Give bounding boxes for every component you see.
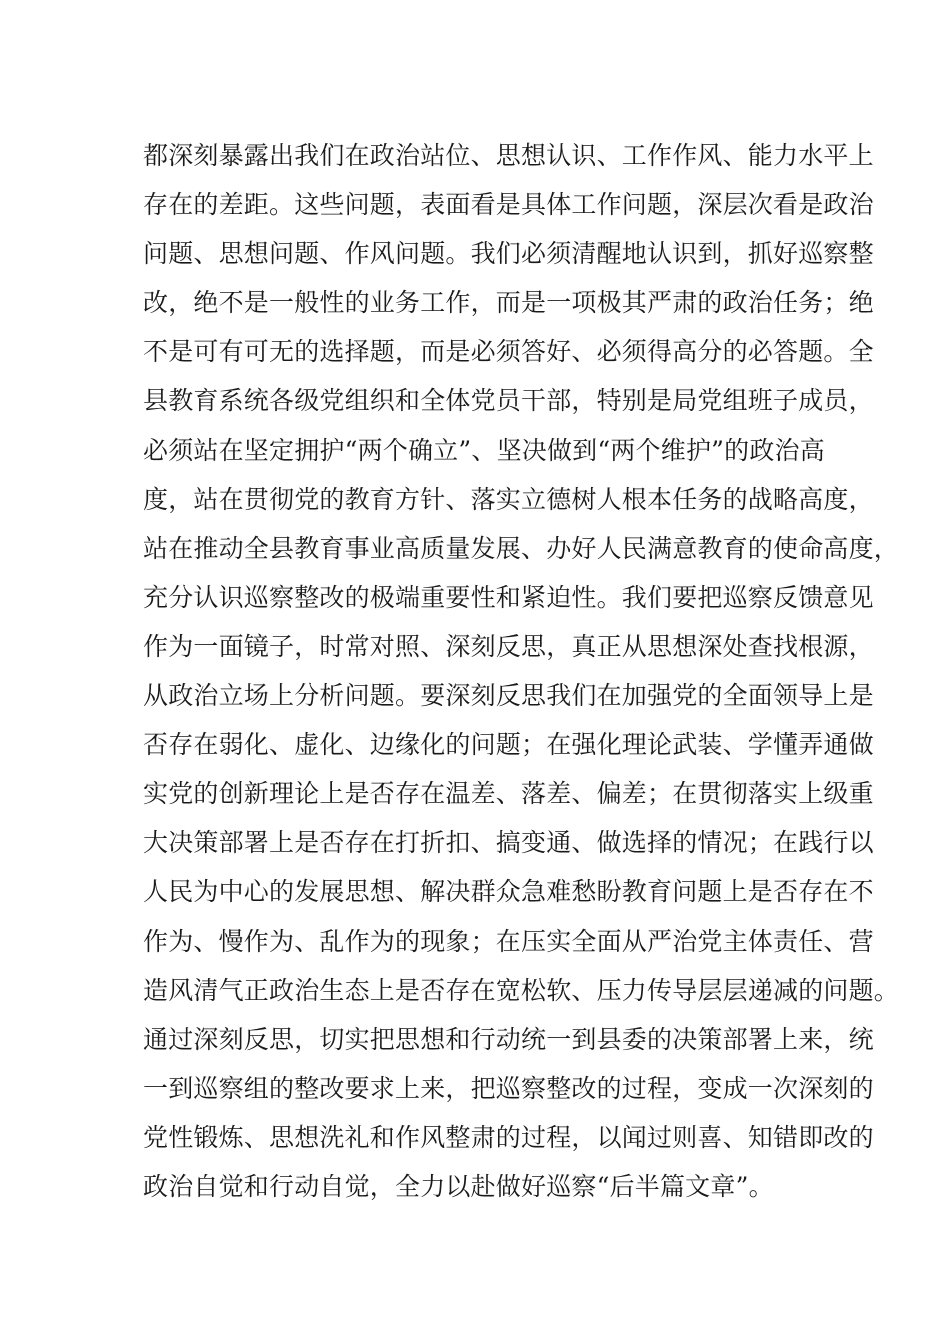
text-line-8: 度，站在贯彻党的教育方针、落实立德树人根本任务的战略高度， xyxy=(143,484,874,514)
text-line-5: 不是可有可无的选择题，而是必须答好、必须得高分的必答题。全 xyxy=(143,337,874,367)
text-line-3: 问题、思想问题、作风问题。我们必须清醒地认识到，抓好巡察整 xyxy=(143,239,874,269)
text-line-15: 大决策部署上是否存在打折扣、搞变通、做选择的情况；在践行以 xyxy=(143,828,874,858)
text-line-10: 充分认识巡察整改的极端重要性和紧迫性。我们要把巡察反馈意见 xyxy=(143,582,874,612)
text-line-13: 否存在弱化、虚化、边缘化的问题；在强化理论武装、学懂弄通做 xyxy=(143,730,874,760)
body-paragraph xyxy=(143,131,900,1211)
text-line-6: 县教育系统各级党组织和全体党员干部，特别是局党组班子成员， xyxy=(143,386,874,416)
text-line-1: 都深刻暴露出我们在政治站位、思想认识、工作作风、能力水平上 xyxy=(143,141,874,170)
text-line-21: 党性锻炼、思想洗礼和作风整肃的过程，以闻过则喜、知错即改的 xyxy=(143,1122,874,1152)
text-line-2: 存在的差距。这些问题，表面看是具体工作问题，深层次看是政治 xyxy=(143,190,874,220)
text-line-18: 造风清气正政治生态上是否存在宽松软、压力传导层层递减的问题。 xyxy=(143,975,900,1005)
text-line-7: 必须站在坚定拥护“两个确立”、坚决做到“两个维护”的政治高 xyxy=(143,435,825,465)
text-line-22: 政治自觉和行动自觉，全力以赴做好巡察“后半篇文章”。 xyxy=(143,1171,774,1201)
text-line-4: 改，绝不是一般性的业务工作，而是一项极其严肃的政治任务；绝 xyxy=(143,288,874,318)
text-line-14: 实党的创新理论上是否存在温差、落差、偏差；在贯彻落实上级重 xyxy=(143,779,874,809)
text-line-16: 人民为中心的发展思想、解决群众急难愁盼教育问题上是否存在不 xyxy=(143,877,874,907)
text-line-9: 站在推动全县教育事业高质量发展、办好人民满意教育的使命高度， xyxy=(143,533,900,563)
text-line-19: 通过深刻反思，切实把思想和行动统一到县委的决策部署上来，统 xyxy=(143,1024,874,1054)
text-line-17: 作为、慢作为、乱作为的现象；在压实全面从严治党主体责任、营 xyxy=(143,926,874,956)
text-line-20: 一到巡察组的整改要求上来，把巡察整改的过程，变成一次深刻的 xyxy=(143,1073,874,1103)
text-line-12: 从政治立场上分析问题。要深刻反思我们在加强党的全面领导上是 xyxy=(143,681,874,711)
text-line-11: 作为一面镜子，时常对照、深刻反思，真正从思想深处查找根源， xyxy=(143,631,874,661)
